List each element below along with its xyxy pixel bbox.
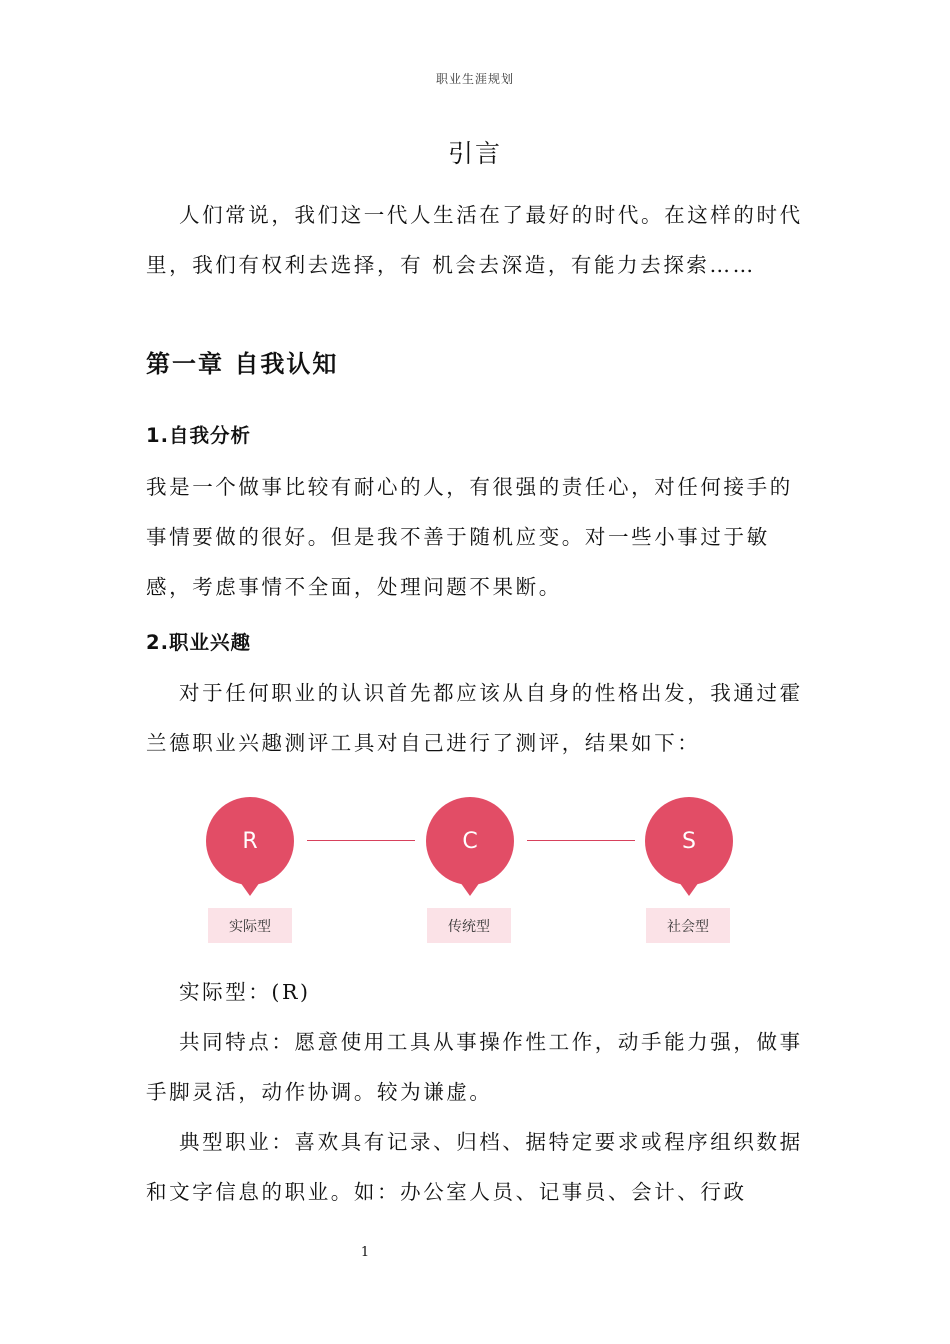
node-pointer — [240, 882, 260, 896]
connector-line — [527, 840, 635, 841]
page-header: 职业生涯规划 — [435, 72, 514, 86]
holland-code-diagram — [190, 790, 760, 950]
section-heading-self-analysis: 1.自我分析 — [146, 424, 251, 447]
node-pointer — [460, 882, 480, 896]
self-analysis-paragraph: 我是一个做事比较有耐心的人，有很强的责任心，对任何接手的事情要做的很好。但是我不善于随机应变。对一些小事过于敏感，考虑事情不全面，处理问题不果断。 — [146, 475, 793, 599]
section-heading-career-interest: 2.职业兴趣 — [146, 631, 251, 654]
page-number: 1 — [360, 1245, 370, 1260]
label-realistic: 实际型 — [208, 908, 292, 943]
page-title: 引言 — [447, 139, 502, 168]
type-r-title: 实际型：(R) — [179, 980, 311, 1004]
node-pointer — [679, 882, 699, 896]
connector-line — [307, 840, 415, 841]
node-r: R — [206, 797, 294, 885]
node-s: S — [645, 797, 733, 885]
type-r-common-traits: 共同特点：愿意使用工具从事操作性工作，动手能力强，做事手脚灵活，动作协调。较为谦虚。 — [146, 1030, 803, 1104]
chapter-heading: 第一章 自我认知 — [146, 350, 339, 378]
label-social: 社会型 — [646, 908, 730, 943]
node-c: C — [426, 797, 514, 885]
intro-paragraph: 人们常说，我们这一代人生活在了最好的时代。在这样的时代里，我们有权利去选择，有 机会去深造，有能力去探索…… — [146, 203, 803, 277]
label-conventional: 传统型 — [427, 908, 511, 943]
career-interest-paragraph: 对于任何职业的认识首先都应该从自身的性格出发，我通过霍兰德职业兴趣测评工具对自己进行了测评，结果如下： — [146, 681, 803, 755]
type-r-typical-jobs: 典型职业：喜欢具有记录、归档、据特定要求或程序组织数据和文字信息的职业。如：办公室人员、记事员、会计、行政 — [146, 1130, 803, 1204]
